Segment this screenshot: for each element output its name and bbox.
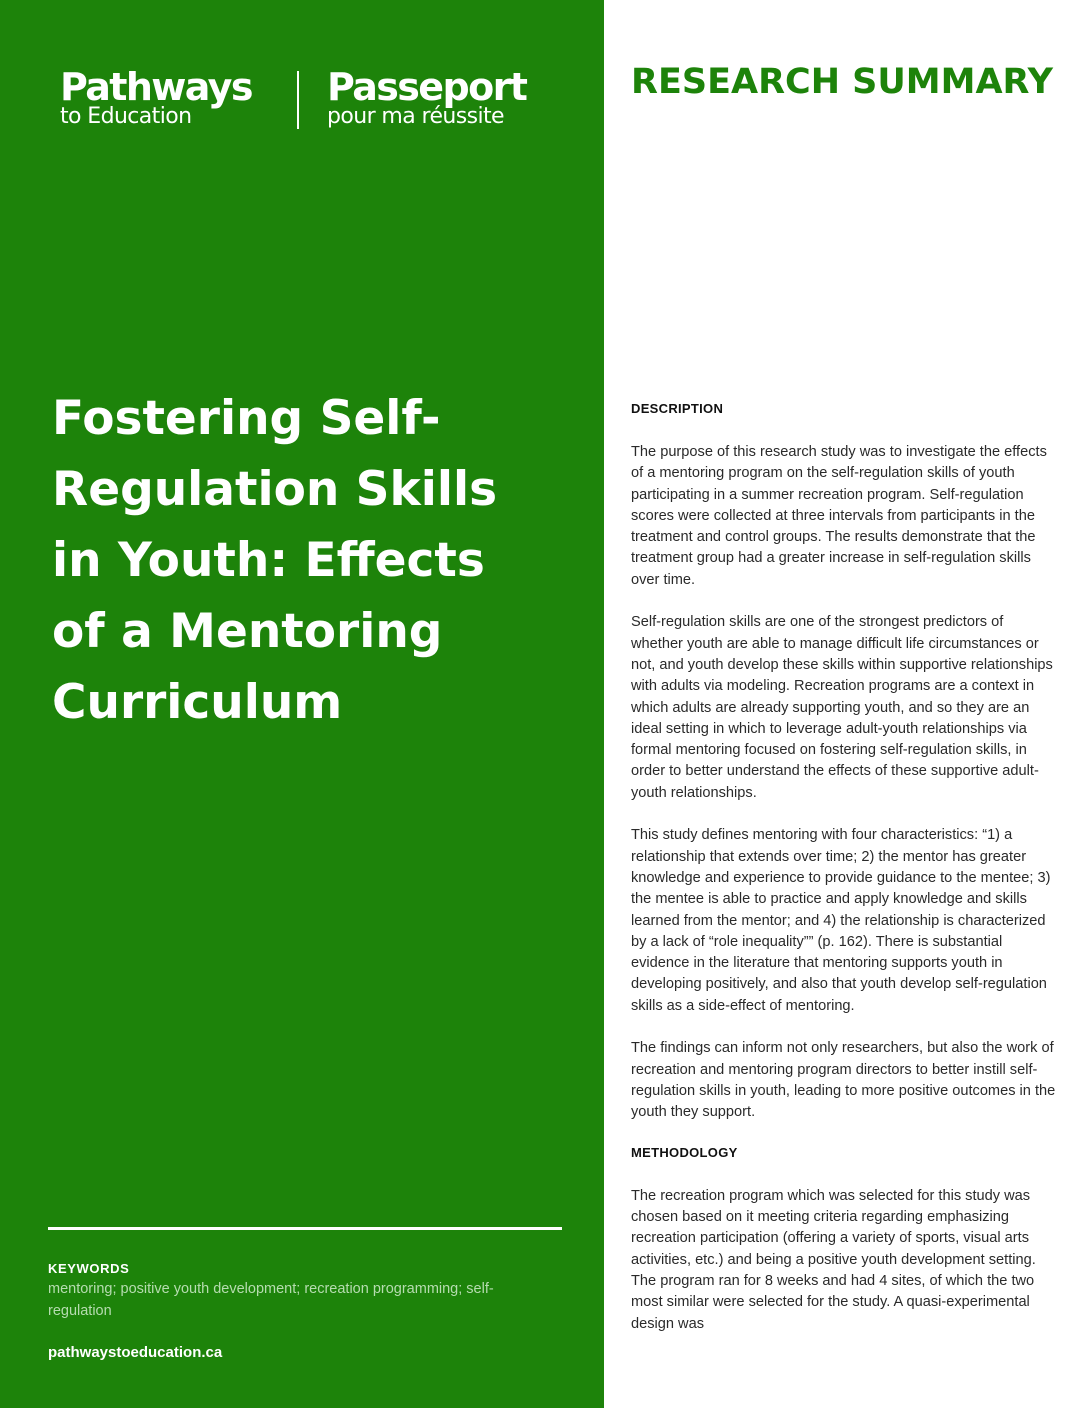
right-panel: [604, 0, 1088, 1408]
methodology-paragraph: The recreation program which was selected for this study was chosen based on it meeting criteria regarding emphasizing recreation participation (offering a variety of sports, visual arts activities, etc.) and being a positive youth development setting. The program ran for 8 weeks and had 4 sites, of which the two most similar were selected for the study. A quasi-experimental design was: [631, 1187, 1036, 1332]
methodology-heading: METHODOLOGY: [631, 1144, 738, 1160]
description-paragraph: Self-regulation skills are one of the strongest predictors of whether youth are able to manage difficult life circumstances or not, and youth develop these skills within supportive relationships with adults via modeling. Recreation programs are a context in which adults are already supporting youth, and so they are an ideal setting in which to leverage adult-youth relationships via formal mentoring focused on fostering self-regulation skills, in order to better understand the effects of these supportive adult-youth relationships.: [631, 614, 1053, 801]
keywords-label: KEYWORDS: [48, 1261, 130, 1276]
keywords-divider: [48, 1227, 562, 1230]
logo-passeport-tagline: pour ma réussite: [327, 104, 504, 129]
research-summary-heading: RESEARCH SUMMARY: [631, 62, 1053, 102]
pathways-logo: [60, 66, 252, 128]
website-link[interactable]: pathwaystoeducation.ca: [48, 1344, 223, 1361]
document-title: Fostering Self-Regulation Skills in Youth: Effects of a Mentoring Curriculum: [52, 391, 498, 730]
logo-pathways-wordmark: Pathways: [60, 65, 252, 109]
logo-passeport-wordmark: Passeport: [327, 65, 527, 109]
passeport-logo: [327, 66, 526, 128]
logo-divider: [297, 71, 299, 129]
description-paragraph: This study defines mentoring with four characteristics: “1) a relationship that extends over time; 2) the mentor has greater knowledge and experience to provide guidance to the mentee; 3) the mentee is able to practice and apply knowledge and skills learned from the mentor; and 4) the relationship is characterized by a lack of “role inequality”” (p. 162). There is substantial evidence in the literature that mentoring supports youth in developing positively, and also that youth develop self-regulation skills as a side-effect of mentoring.: [631, 827, 1051, 1014]
summary-content: [631, 401, 1059, 1356]
description-paragraph: The findings can inform not only researchers, but also the work of recreation and mentoring program directors to better instill self-regulation skills in youth, leading to more positive outcomes in the youth they support.: [631, 1040, 1056, 1121]
description-heading: DESCRIPTION: [631, 401, 724, 416]
logo-pathways-tagline: to Education: [60, 104, 192, 129]
description-paragraph: The purpose of this research study was to investigate the effects of a mentoring program on the self-regulation skills of youth participating in a summer recreation program. Self-regulation scores were collected at three intervals from participants in the treatment and control groups. The results demonstrate that the treatment group had a greater increase in self-regulation skills over time.: [631, 444, 1047, 588]
keywords-text: mentoring; positive youth development; recreation programming; self-regulation: [48, 1281, 494, 1319]
